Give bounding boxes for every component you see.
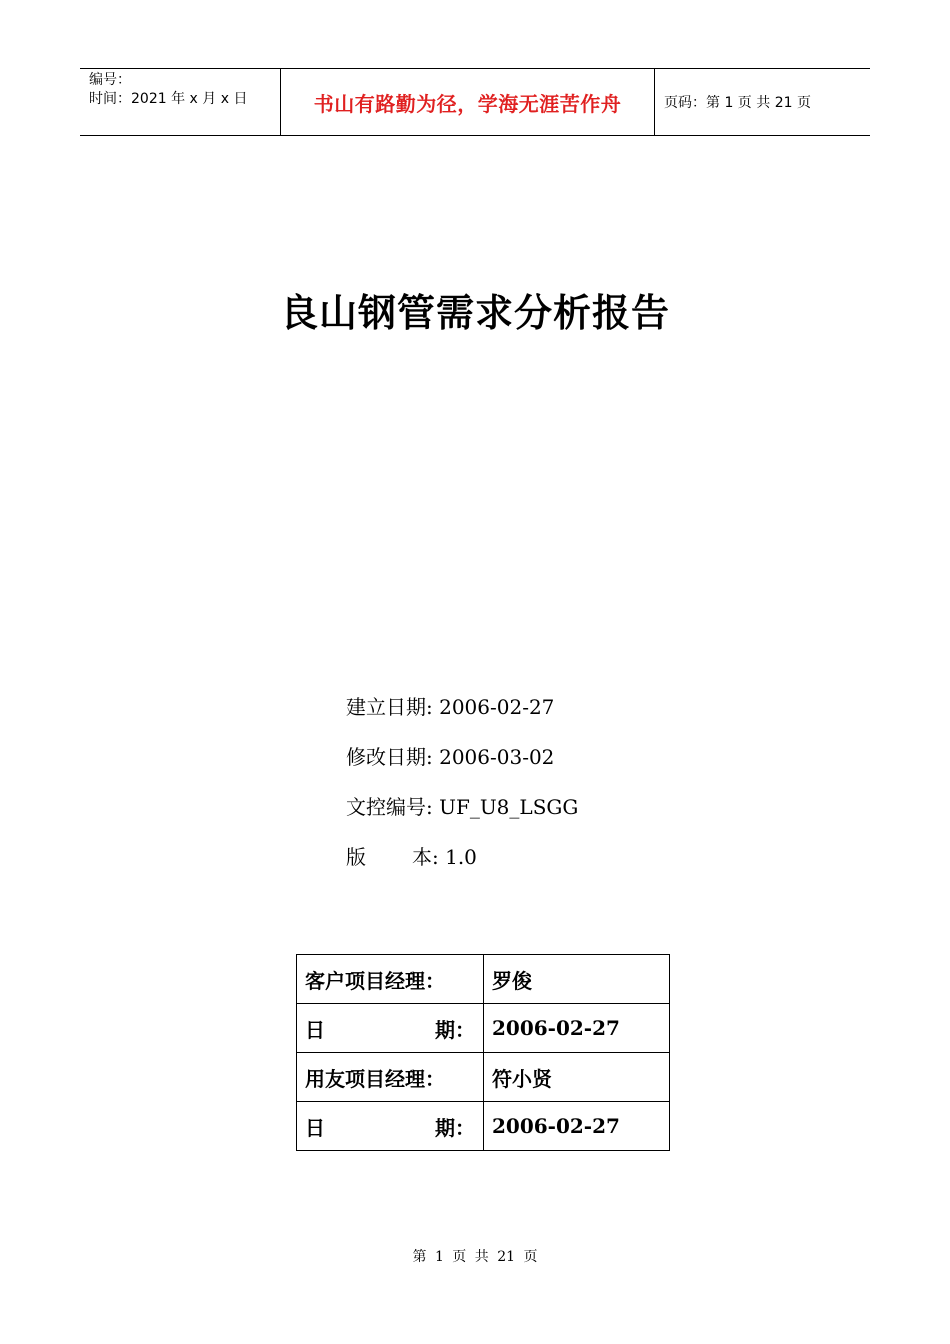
table-row bbox=[297, 1053, 670, 1102]
meta-version-label-a: 版 bbox=[346, 845, 366, 869]
meta-version-value: : 1.0 bbox=[432, 845, 477, 869]
signoff-label-b: 期： bbox=[435, 1017, 475, 1042]
signoff-value: 罗俊 bbox=[484, 955, 670, 1004]
meta-created bbox=[346, 690, 578, 740]
signoff-label bbox=[297, 1004, 484, 1053]
meta-doc-number-label: 文控编号 bbox=[346, 795, 426, 819]
signoff-label: 客户项目经理： bbox=[297, 955, 484, 1004]
signoff-value: 2006-02-27 bbox=[484, 1004, 670, 1053]
signoff-label: 用友项目经理： bbox=[297, 1053, 484, 1102]
header-time-label: 时间：2021 年 x 月 x 日 bbox=[89, 91, 248, 107]
table-row bbox=[297, 1004, 670, 1053]
document-title: 良山钢管需求分析报告 bbox=[279, 291, 670, 335]
signoff-label-a: 日 bbox=[305, 1017, 325, 1042]
meta-modified-label: 修改日期 bbox=[346, 745, 426, 769]
header-info-cell bbox=[80, 69, 281, 135]
signoff-label-a: 日 bbox=[305, 1115, 325, 1140]
header-motto: 书山有路勤为径，学海无涯苦作舟 bbox=[281, 69, 655, 135]
meta-doc-number bbox=[346, 790, 578, 840]
signoff-value: 符小贤 bbox=[484, 1053, 670, 1102]
page-footer: 第 1 页 共 21 页 bbox=[412, 1249, 538, 1265]
meta-created-value: : 2006-02-27 bbox=[426, 695, 555, 719]
document-meta bbox=[346, 690, 578, 890]
table-row bbox=[297, 1102, 670, 1151]
signoff-value: 2006-02-27 bbox=[484, 1102, 670, 1151]
meta-version bbox=[346, 840, 578, 890]
meta-created-label: 建立日期 bbox=[346, 695, 426, 719]
meta-modified bbox=[346, 740, 578, 790]
signoff-label bbox=[297, 1102, 484, 1151]
header-number-label: 编号： bbox=[89, 72, 131, 88]
meta-modified-value: : 2006-03-02 bbox=[426, 745, 555, 769]
signoff-label-b: 期： bbox=[435, 1115, 475, 1140]
page-header bbox=[80, 68, 870, 136]
signoff-table bbox=[296, 954, 670, 1151]
header-page-info: 页码：第 1 页 共 21 页 bbox=[664, 95, 811, 111]
table-row bbox=[297, 955, 670, 1004]
meta-version-label-b: 本 bbox=[412, 845, 432, 869]
meta-doc-number-value: : UF_U8_LSGG bbox=[426, 795, 579, 819]
